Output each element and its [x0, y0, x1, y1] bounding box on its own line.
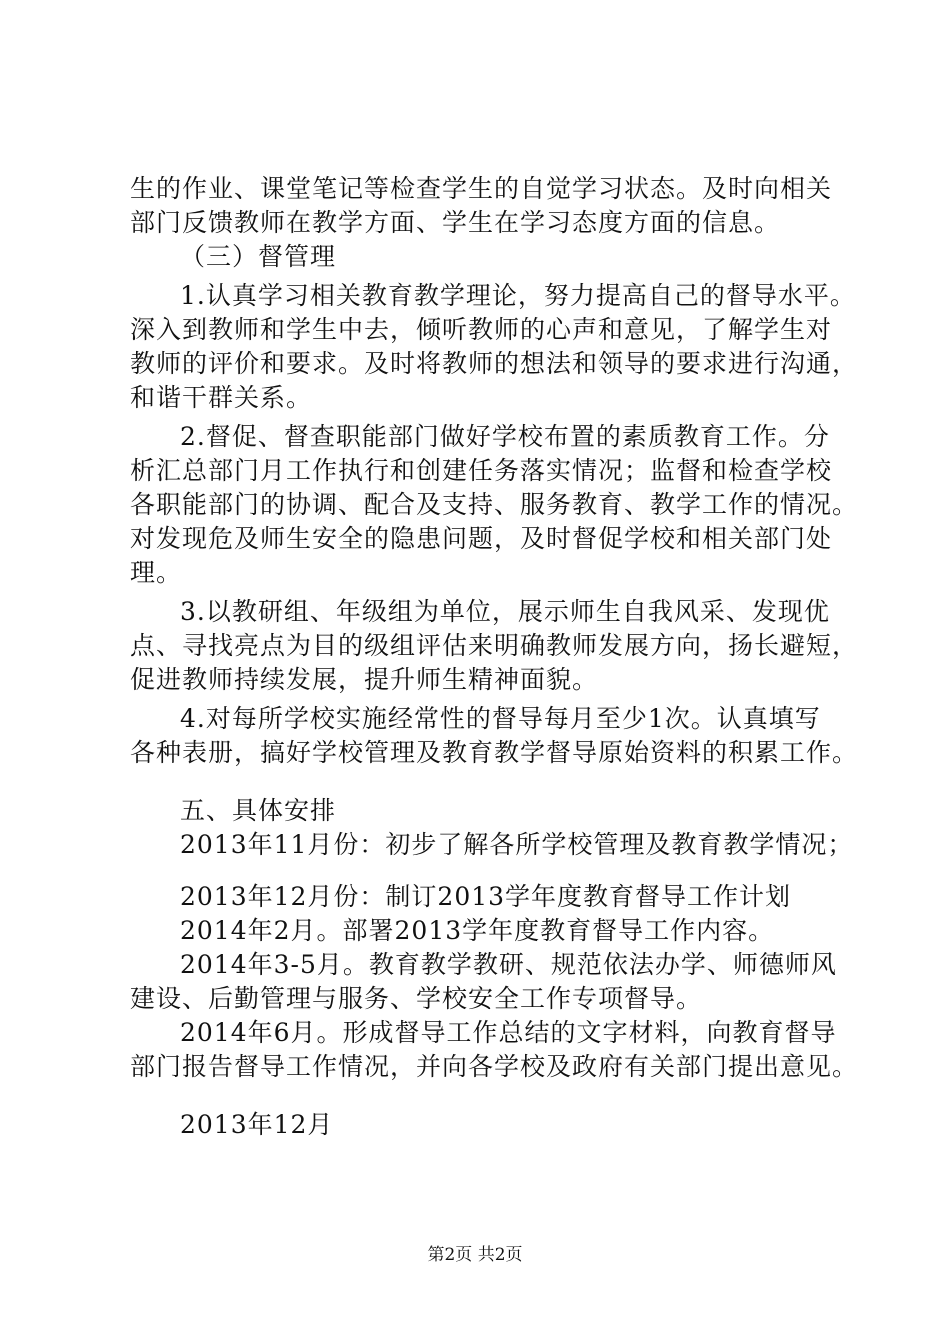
paragraph-3-start: 3.以教研组、年级组为单位，展示师生自我风采、发现优	[180, 597, 830, 626]
section-heading: （三）督管理	[180, 242, 337, 271]
page-footer: 第2页 共2页	[427, 1245, 523, 1265]
text-line: 理。	[130, 558, 183, 587]
schedule-item: 2014年2月。部署2013学年度教育督导工作内容。	[180, 916, 775, 945]
schedule-item: 2013年12月份：制订2013学年度教育督导工作计划	[180, 882, 792, 911]
paragraph-2-start: 2.督促、督查职能部门做好学校布置的素质教育工作。分	[180, 422, 830, 451]
document-body	[130, 172, 859, 1142]
text-line: 教师的评价和要求。及时将教师的想法和领导的要求进行沟通，	[130, 349, 859, 378]
text-line: 建设、后勤管理与服务、学校安全工作专项督导。	[130, 984, 703, 1013]
text-line: 深入到教师和学生中去，倾听教师的心声和意见，了解学生对	[130, 315, 833, 344]
text-line: 和谐干群关系。	[130, 383, 313, 412]
text-line: 促进教师持续发展，提升师生精神面貌。	[130, 665, 599, 694]
schedule-item: 2013年11月份：初步了解各所学校管理及教育教学情况；	[180, 830, 854, 859]
text-line: 部门反馈教师在教学方面、学生在学习态度方面的信息。	[130, 208, 781, 237]
text-line: 各职能部门的协调、配合及支持、服务教育、教学工作的情况。	[130, 490, 859, 519]
paragraph-4-start: 4.对每所学校实施经常性的督导每月至少1次。认真填写	[180, 704, 821, 733]
section-heading: 五、具体安排	[180, 796, 337, 825]
document-date: 2013年12月	[180, 1110, 334, 1139]
text-line: 析汇总部门月工作执行和创建任务落实情况；监督和检查学校	[130, 456, 833, 485]
text-line: 生的作业、课堂笔记等检查学生的自觉学习状态。及时向相关	[130, 174, 833, 203]
text-line: 各种表册，搞好学校管理及教育教学督导原始资料的积累工作。	[130, 738, 859, 767]
text-line: 对发现危及师生安全的隐患问题，及时督促学校和相关部门处	[130, 524, 833, 553]
schedule-item: 2014年3-5月。教育教学教研、规范依法办学、师德师风	[180, 950, 837, 979]
schedule-item: 2014年6月。形成督导工作总结的文字材料，向教育督导	[180, 1018, 837, 1047]
text-line: 点、寻找亮点为目的级组评估来明确教师发展方向，扬长避短，	[130, 631, 859, 660]
paragraph-1-start: 1.认真学习相关教育教学理论，努力提高自己的督导水平。	[180, 281, 856, 310]
text-line: 部门报告督导工作情况，并向各学校及政府有关部门提出意见。	[130, 1052, 859, 1081]
